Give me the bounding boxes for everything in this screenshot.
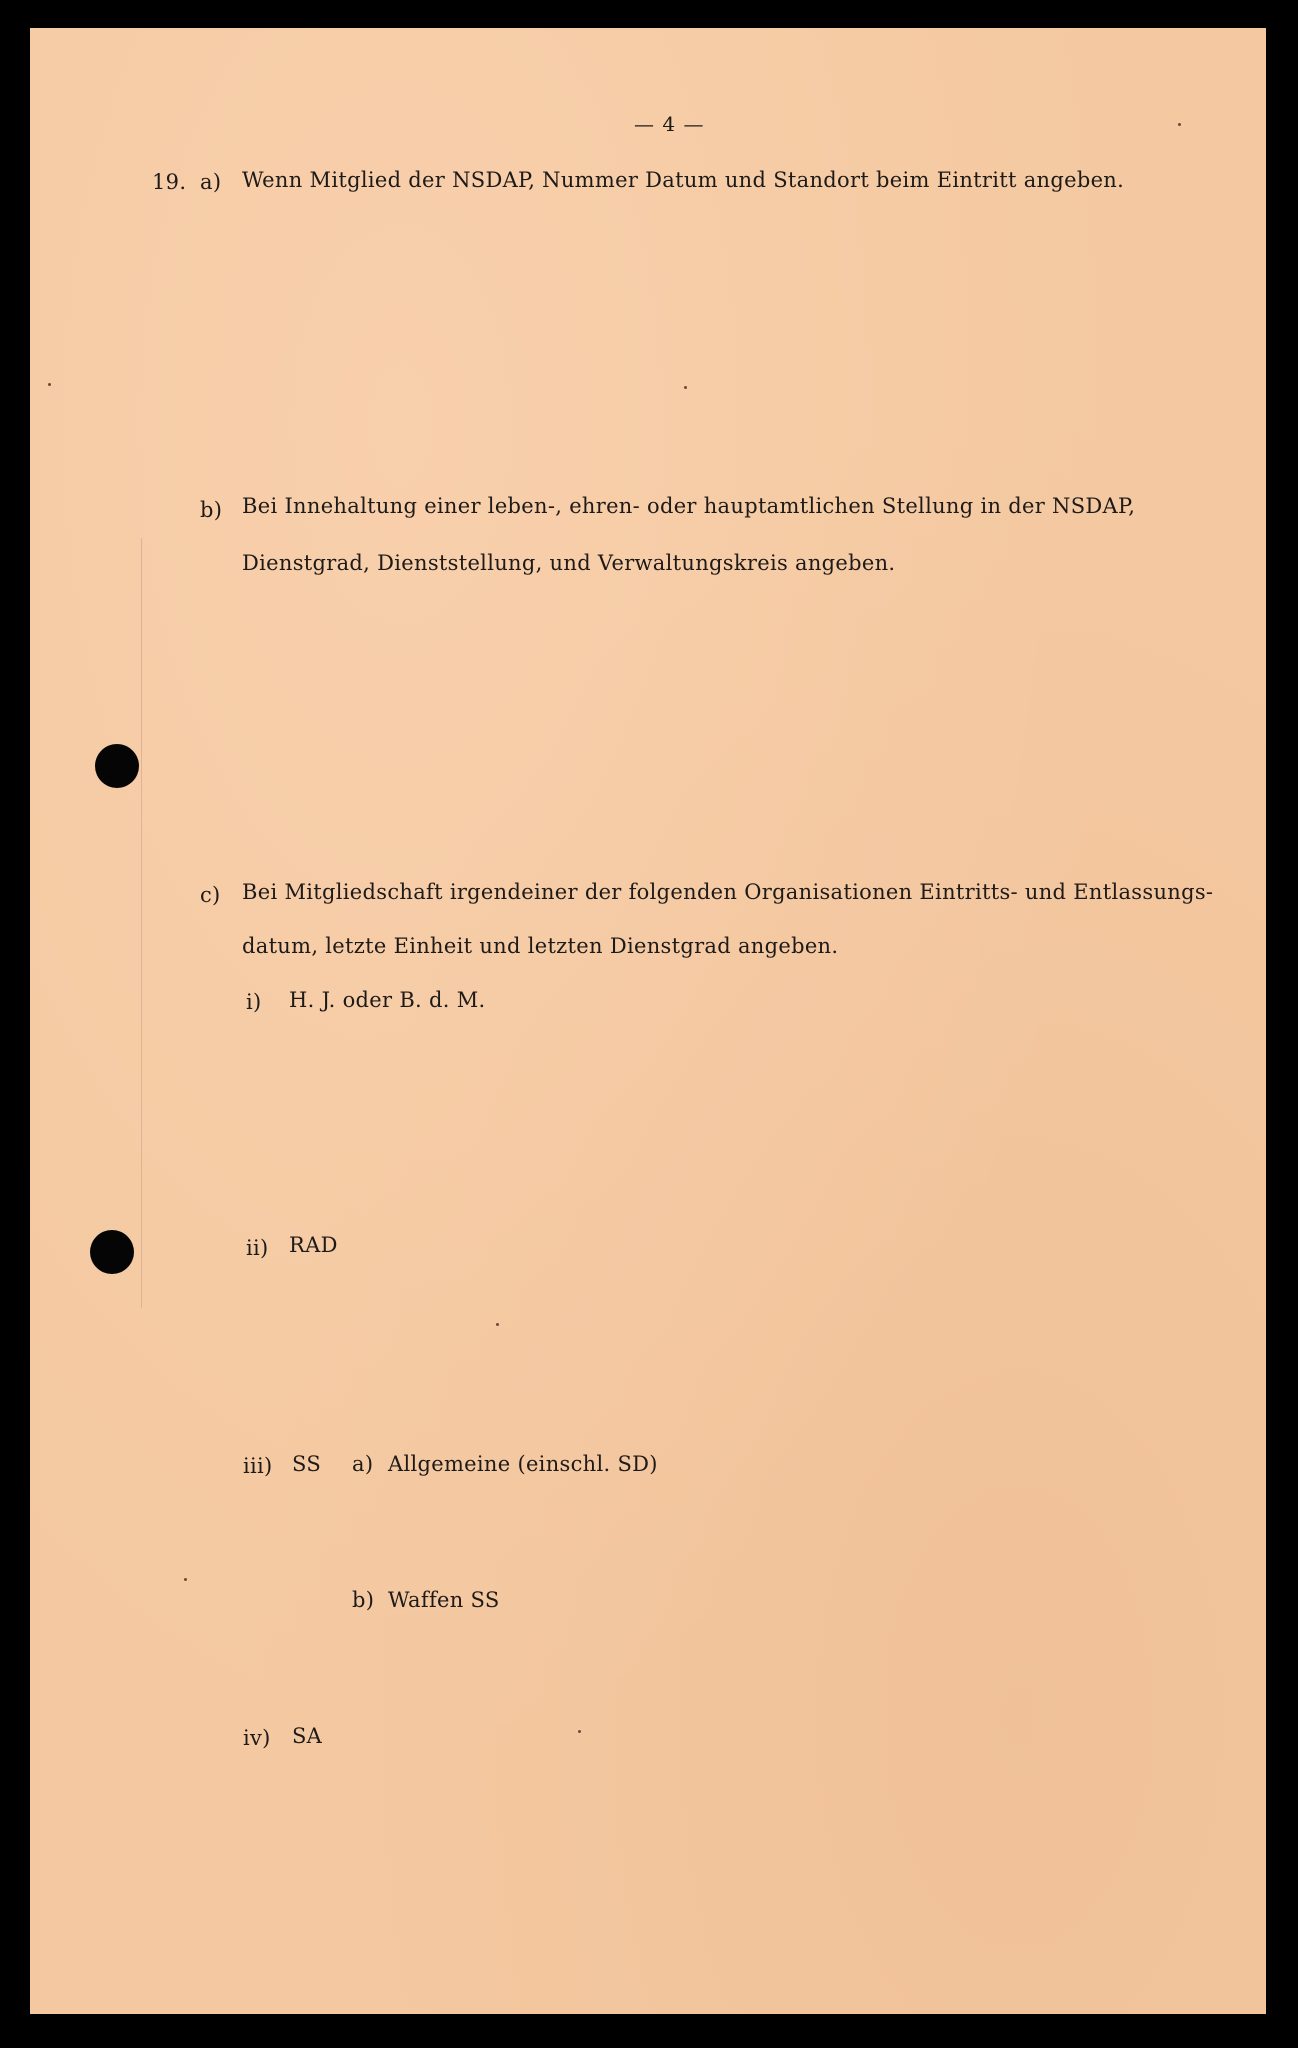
item-c-label: c) [200, 883, 221, 907]
punch-hole-bottom [90, 1230, 134, 1274]
paper-speck [1178, 123, 1181, 126]
sub-item-rad: RAD [289, 1233, 338, 1257]
document-page [30, 28, 1266, 2014]
margin-line [141, 538, 142, 1308]
page-number: — 4 — [634, 112, 705, 136]
ss-sub-b-label: b) [352, 1588, 375, 1612]
ss-waffen: Waffen SS [388, 1588, 500, 1612]
item-b-line2: Dienstgrad, Dienststellung, und Verwaltungskreis angeben. [242, 551, 896, 575]
item-a-label: a) [200, 170, 222, 194]
item-b-line1: Bei Innehaltung einer leben-, ehren- oder hauptamtlichen Stellung in der NSDAP, [242, 494, 1136, 518]
question-number: 19. [152, 170, 187, 194]
sub-item-label: iii) [243, 1454, 273, 1478]
paper-speck [578, 1730, 581, 1733]
ss-sub-a-label: a) [352, 1452, 374, 1476]
paper-speck [496, 1323, 499, 1326]
ss-allgemeine: Allgemeine (einschl. SD) [388, 1452, 658, 1476]
item-b-label: b) [200, 498, 223, 522]
sub-item-label: iv) [243, 1726, 271, 1750]
sub-item-ss: SS [292, 1452, 322, 1476]
sub-item-label: i) [246, 990, 262, 1014]
sub-item-hj-bdm: H. J. oder B. d. M. [289, 988, 486, 1012]
punch-hole-top [95, 744, 139, 788]
paper-speck [684, 386, 687, 389]
sub-item-sa: SA [292, 1724, 323, 1748]
paper-speck [48, 383, 51, 386]
sub-item-label: ii) [246, 1236, 269, 1260]
paper-speck [184, 1578, 187, 1581]
item-a-text: Wenn Mitglied der NSDAP, Nummer Datum und Standort beim Eintritt angeben. [242, 168, 1125, 192]
item-c-line1: Bei Mitgliedschaft irgendeiner der folgenden Organisationen Eintritts- und Entlassungs- [242, 880, 1214, 904]
item-c-line2: datum, letzte Einheit und letzten Dienstgrad angeben. [242, 934, 839, 958]
